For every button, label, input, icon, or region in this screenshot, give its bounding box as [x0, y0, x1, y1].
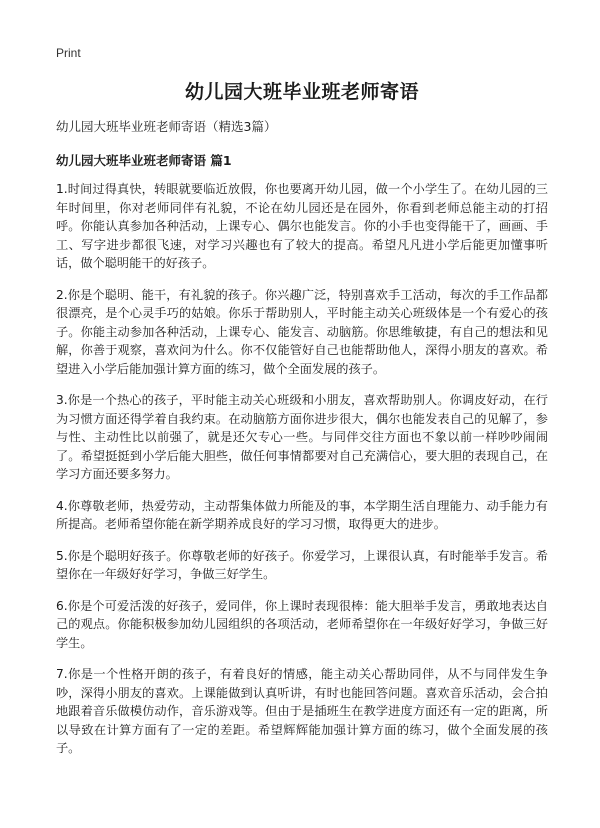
document-title: 幼儿园大班毕业班老师寄语 [184, 81, 419, 103]
paragraph-6: 6.你是个可爱活泼的好孩子，爱同伴，你上课时表现很棒：能大胆举手发言，勇敢地表达自己的观点。你能积极参加幼儿园组织的各项活动，老师希望你在一年级好好学习，争做三好学生。 [56, 598, 548, 650]
document-subtitle: 幼儿园大班毕业班老师寄语（精选3篇） [56, 119, 277, 134]
paragraph-3: 3.你是一个热心的孩子，平时能主动关心班级和小朋友，喜欢帮助别人。你调皮好动，在行为习惯方面还得学着自我约束。在动脑筋方面你进步很大，偶尔也能发表自己的见解了，参与性、主动性比以前强了，就是还欠专心一些。与同伴交往方面也不象以前一样吵吵闹闹了。希望挺挺到小学后能大胆些，做任何事情都要对自己充满信心，要大胆的表现自己，在学习方面还要多努力。 [56, 393, 548, 481]
paragraph-1: 1.时间过得真快，转眼就要临近放假，你也要离开幼儿园，做一个小学生了。在幼儿园的三年时间里，你对老师同伴有礼貌，不论在幼儿园还是在园外，你看到老师总能主动的打招呼。你能认真参加各种活动，上课专心、偶尔也能发言。你的小手也变得能干了，画画、手工、写字进步都很飞速，对学习兴趣也有了较大的提高。希望凡凡进小学后能更加懂事听话，做个聪明能干的好孩子。 [56, 182, 548, 270]
paragraph-2: 2.你是个聪明、能干，有礼貌的孩子。你兴趣广泛，特别喜欢手工活动，每次的手工作品都很漂亮，是个心灵手巧的姑娘。你乐于帮助别人，平时能主动关心班级体是一个有爱心的孩子。你能主动参加各种活动，上课专心、能发言、动脑筋。你思维敏捷，有自己的想法和见解，你善于观察，喜欢问为什么。你不仅能管好自己也能帮助他人，深得小朋友的喜欢。希望进入小学后能加强计算方面的练习，做个全面发展的孩子。 [56, 287, 548, 376]
paragraph-5: 5.你是个聪明好孩子。你尊敬老师的好孩子。你爱学习，上课很认真，有时能举手发言。希望你在一年级好好学习，争做三好学生。 [56, 548, 548, 581]
paragraph-4: 4.你尊敬老师，热爱劳动，主动帮集体做力所能及的事，本学期生活自理能力、动手能力有所提高。老师希望你能在新学期养成良好的学习习惯，取得更大的进步。 [56, 498, 548, 531]
section-heading: 幼儿园大班毕业班老师寄语 篇1 [56, 153, 232, 168]
paragraph-7: 7.你是一个性格开朗的孩子，有着良好的情感，能主动关心帮助同伴，从不与同伴发生争吵，深得小朋友的喜欢。上课能做到认真听讲，有时也能回答问题。喜欢音乐活动，会合拍地跟着音乐做模仿动作，音乐游戏等。但由于是插班生在教学进度方面还有一定的距离，所以导致在计算方面有了一定的差距。希望辉辉能加强计算方面的练习，做个全面发展的孩子。 [56, 667, 548, 755]
print-label: Print [56, 46, 81, 60]
